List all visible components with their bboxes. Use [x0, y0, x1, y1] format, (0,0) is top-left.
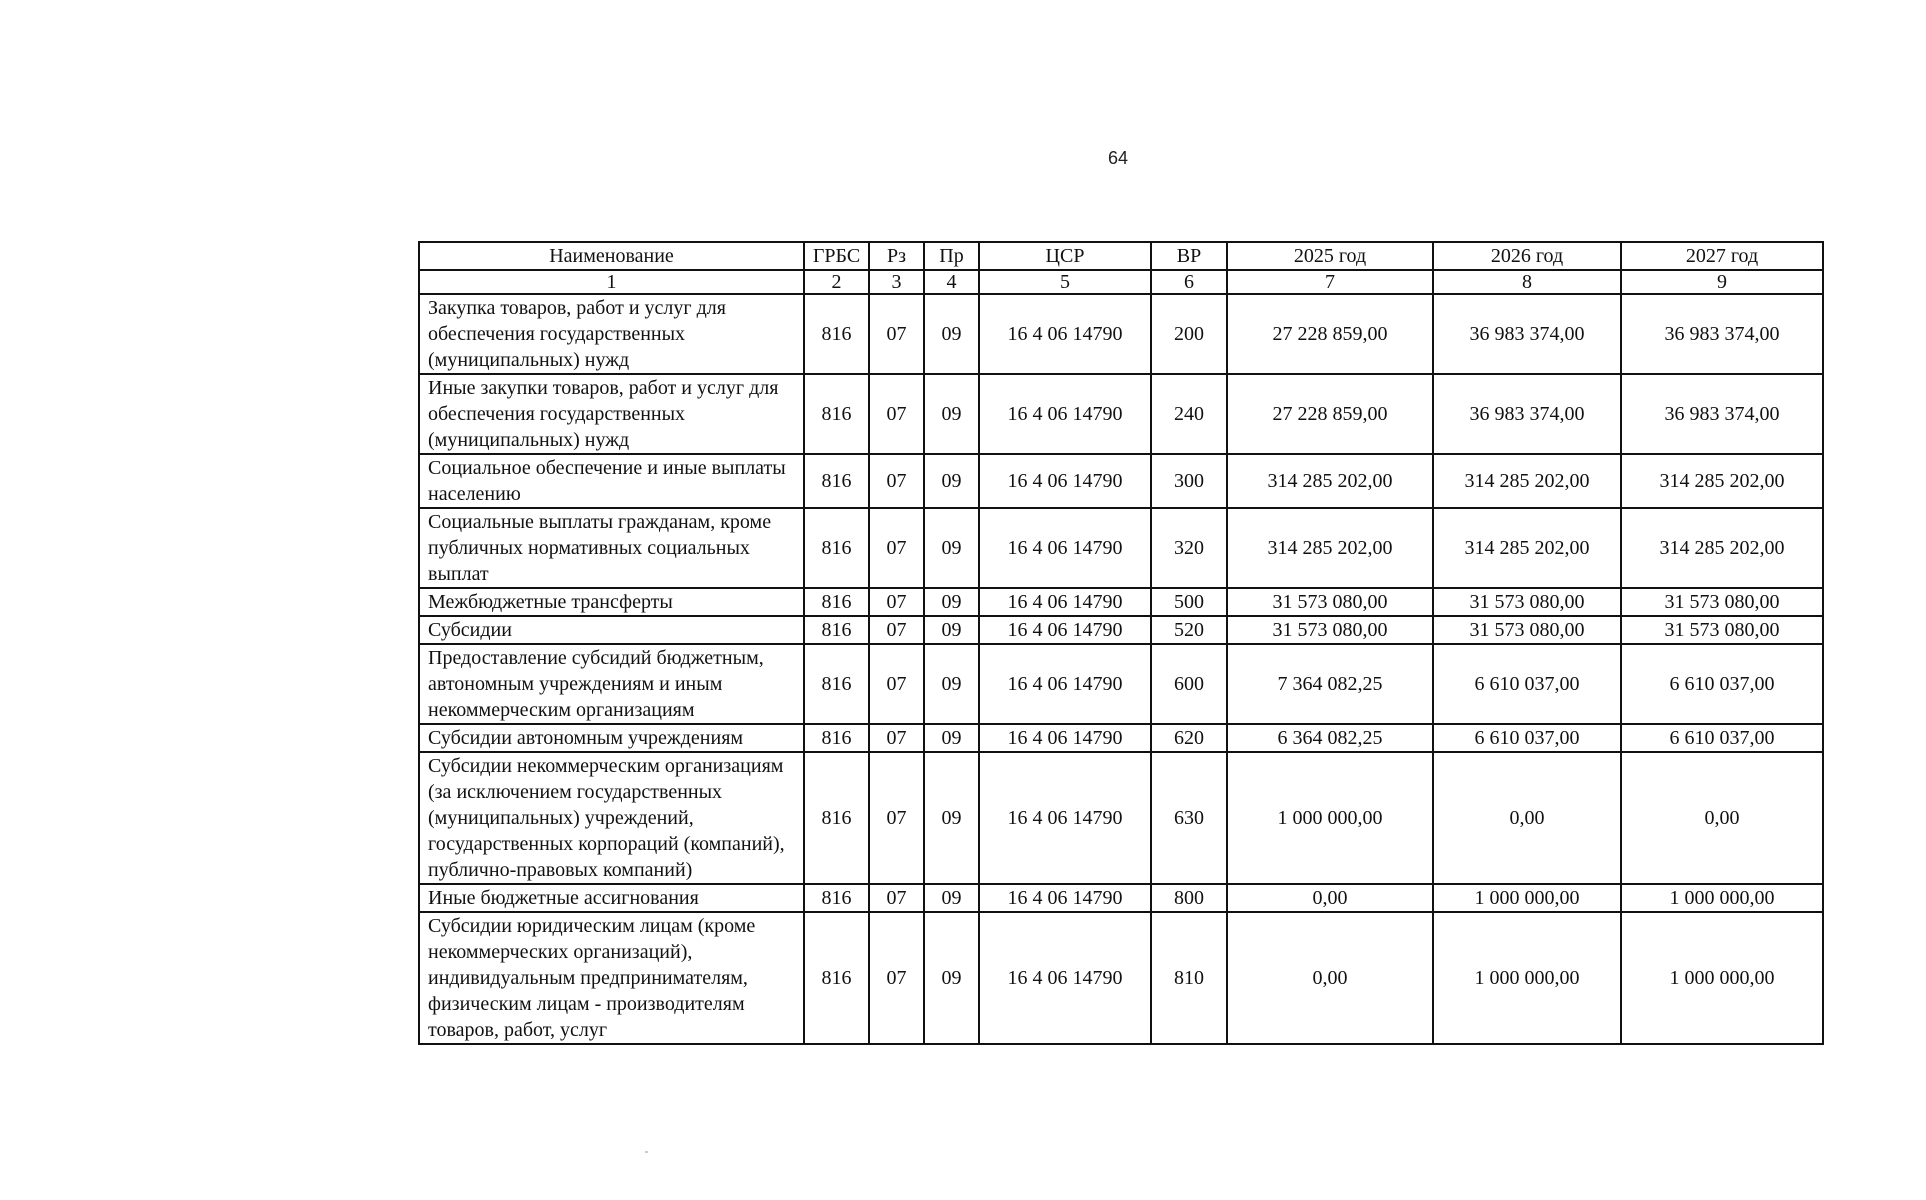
column-number: 3 — [869, 270, 924, 294]
grbs-cell: 816 — [804, 508, 869, 588]
table-row — [419, 752, 1823, 884]
header-rz: Рз — [869, 242, 924, 270]
amount-2025-cell: 6 364 082,25 — [1227, 724, 1433, 752]
amount-2027-cell: 1 000 000,00 — [1621, 912, 1823, 1044]
amount-2025-cell: 0,00 — [1227, 884, 1433, 912]
page-number: 64 — [1107, 148, 1129, 168]
row-name-cell: Социальное обеспечение и иные выплаты населению — [419, 454, 804, 508]
grbs-cell: 816 — [804, 616, 869, 644]
amount-2025-cell: 0,00 — [1227, 912, 1433, 1044]
column-number: 9 — [1621, 270, 1823, 294]
table-row — [419, 508, 1823, 588]
amount-2025-cell: 27 228 859,00 — [1227, 294, 1433, 374]
grbs-cell: 816 — [804, 724, 869, 752]
amount-2026-cell: 1 000 000,00 — [1433, 884, 1621, 912]
amount-2027-cell: 314 285 202,00 — [1621, 454, 1823, 508]
table-row — [419, 644, 1823, 724]
amount-2027-cell: 0,00 — [1621, 752, 1823, 884]
amount-2026-cell: 0,00 — [1433, 752, 1621, 884]
amount-2025-cell: 314 285 202,00 — [1227, 454, 1433, 508]
row-name-cell: Субсидии некоммерческим организациям (за исключением государственных (муниципальных) учреждений, государственных корпораций (компаний), публично-правовых компаний) — [419, 752, 804, 884]
amount-2027-cell: 1 000 000,00 — [1621, 884, 1823, 912]
pr-cell: 09 — [924, 454, 979, 508]
vr-cell: 520 — [1151, 616, 1227, 644]
table-row — [419, 374, 1823, 454]
vr-cell: 620 — [1151, 724, 1227, 752]
vr-cell: 600 — [1151, 644, 1227, 724]
row-name-cell: Иные бюджетные ассигнования — [419, 884, 804, 912]
budget-table — [418, 241, 1824, 1045]
row-name-cell: Иные закупки товаров, работ и услуг для обеспечения государственных (муниципальных) нужд — [419, 374, 804, 454]
pr-cell: 09 — [924, 724, 979, 752]
amount-2025-cell: 31 573 080,00 — [1227, 588, 1433, 616]
header-pr: Пр — [924, 242, 979, 270]
table-row — [419, 616, 1823, 644]
amount-2027-cell: 6 610 037,00 — [1621, 644, 1823, 724]
grbs-cell: 816 — [804, 294, 869, 374]
row-name-cell: Социальные выплаты гражданам, кроме публичных нормативных социальных выплат — [419, 508, 804, 588]
column-number: 6 — [1151, 270, 1227, 294]
table-row — [419, 294, 1823, 374]
rz-cell: 07 — [869, 724, 924, 752]
amount-2026-cell: 314 285 202,00 — [1433, 454, 1621, 508]
header-vr: ВР — [1151, 242, 1227, 270]
table-row — [419, 724, 1823, 752]
column-number: 7 — [1227, 270, 1433, 294]
vr-cell: 200 — [1151, 294, 1227, 374]
header-2027: 2027 год — [1621, 242, 1823, 270]
csr-cell: 16 4 06 14790 — [979, 884, 1151, 912]
grbs-cell: 816 — [804, 912, 869, 1044]
rz-cell: 07 — [869, 588, 924, 616]
header-name: Наименование — [419, 242, 804, 270]
table-row — [419, 912, 1823, 1044]
row-name-cell: Закупка товаров, работ и услуг для обеспечения государственных (муниципальных) нужд — [419, 294, 804, 374]
amount-2026-cell: 36 983 374,00 — [1433, 374, 1621, 454]
table-body — [419, 294, 1823, 1044]
table-row — [419, 588, 1823, 616]
amount-2026-cell: 314 285 202,00 — [1433, 508, 1621, 588]
amount-2026-cell: 6 610 037,00 — [1433, 644, 1621, 724]
column-number: 1 — [419, 270, 804, 294]
amount-2026-cell: 31 573 080,00 — [1433, 588, 1621, 616]
amount-2025-cell: 1 000 000,00 — [1227, 752, 1433, 884]
rz-cell: 07 — [869, 616, 924, 644]
pr-cell: 09 — [924, 616, 979, 644]
rz-cell: 07 — [869, 752, 924, 884]
amount-2025-cell: 7 364 082,25 — [1227, 644, 1433, 724]
pr-cell: 09 — [924, 752, 979, 884]
rz-cell: 07 — [869, 508, 924, 588]
csr-cell: 16 4 06 14790 — [979, 752, 1151, 884]
grbs-cell: 816 — [804, 644, 869, 724]
csr-cell: 16 4 06 14790 — [979, 294, 1151, 374]
amount-2026-cell: 31 573 080,00 — [1433, 616, 1621, 644]
header-grbs: ГРБС — [804, 242, 869, 270]
amount-2027-cell: 31 573 080,00 — [1621, 588, 1823, 616]
pr-cell: 09 — [924, 884, 979, 912]
csr-cell: 16 4 06 14790 — [979, 912, 1151, 1044]
pr-cell: 09 — [924, 374, 979, 454]
vr-cell: 800 — [1151, 884, 1227, 912]
amount-2027-cell: 31 573 080,00 — [1621, 616, 1823, 644]
amount-2027-cell: 314 285 202,00 — [1621, 508, 1823, 588]
vr-cell: 320 — [1151, 508, 1227, 588]
header-2025: 2025 год — [1227, 242, 1433, 270]
pr-cell: 09 — [924, 508, 979, 588]
column-number-row — [419, 270, 1823, 294]
scan-speck — [645, 1151, 648, 1153]
grbs-cell: 816 — [804, 884, 869, 912]
row-name-cell: Субсидии юридическим лицам (кроме некоммерческих организаций), индивидуальным предпринимателям, физическим лицам - производителям товаров, работ, услуг — [419, 912, 804, 1044]
vr-cell: 500 — [1151, 588, 1227, 616]
vr-cell: 810 — [1151, 912, 1227, 1044]
amount-2025-cell: 314 285 202,00 — [1227, 508, 1433, 588]
vr-cell: 300 — [1151, 454, 1227, 508]
row-name-cell: Субсидии — [419, 616, 804, 644]
amount-2025-cell: 27 228 859,00 — [1227, 374, 1433, 454]
csr-cell: 16 4 06 14790 — [979, 724, 1151, 752]
column-number: 5 — [979, 270, 1151, 294]
amount-2027-cell: 6 610 037,00 — [1621, 724, 1823, 752]
rz-cell: 07 — [869, 294, 924, 374]
column-number: 8 — [1433, 270, 1621, 294]
grbs-cell: 816 — [804, 588, 869, 616]
rz-cell: 07 — [869, 454, 924, 508]
rz-cell: 07 — [869, 912, 924, 1044]
row-name-cell: Межбюджетные трансферты — [419, 588, 804, 616]
csr-cell: 16 4 06 14790 — [979, 644, 1151, 724]
row-name-cell: Субсидии автономным учреждениям — [419, 724, 804, 752]
csr-cell: 16 4 06 14790 — [979, 508, 1151, 588]
amount-2027-cell: 36 983 374,00 — [1621, 294, 1823, 374]
row-name-cell: Предоставление субсидий бюджетным, автономным учреждениям и иным некоммерческим организациям — [419, 644, 804, 724]
pr-cell: 09 — [924, 912, 979, 1044]
pr-cell: 09 — [924, 644, 979, 724]
vr-cell: 240 — [1151, 374, 1227, 454]
table-row — [419, 454, 1823, 508]
amount-2027-cell: 36 983 374,00 — [1621, 374, 1823, 454]
table-row — [419, 884, 1823, 912]
pr-cell: 09 — [924, 294, 979, 374]
vr-cell: 630 — [1151, 752, 1227, 884]
amount-2025-cell: 31 573 080,00 — [1227, 616, 1433, 644]
header-csr: ЦСР — [979, 242, 1151, 270]
column-number: 4 — [924, 270, 979, 294]
grbs-cell: 816 — [804, 374, 869, 454]
csr-cell: 16 4 06 14790 — [979, 616, 1151, 644]
rz-cell: 07 — [869, 884, 924, 912]
csr-cell: 16 4 06 14790 — [979, 588, 1151, 616]
amount-2026-cell: 36 983 374,00 — [1433, 294, 1621, 374]
pr-cell: 09 — [924, 588, 979, 616]
grbs-cell: 816 — [804, 454, 869, 508]
column-number: 2 — [804, 270, 869, 294]
grbs-cell: 816 — [804, 752, 869, 884]
header-row — [419, 242, 1823, 270]
header-2026: 2026 год — [1433, 242, 1621, 270]
amount-2026-cell: 6 610 037,00 — [1433, 724, 1621, 752]
csr-cell: 16 4 06 14790 — [979, 454, 1151, 508]
rz-cell: 07 — [869, 644, 924, 724]
csr-cell: 16 4 06 14790 — [979, 374, 1151, 454]
rz-cell: 07 — [869, 374, 924, 454]
amount-2026-cell: 1 000 000,00 — [1433, 912, 1621, 1044]
